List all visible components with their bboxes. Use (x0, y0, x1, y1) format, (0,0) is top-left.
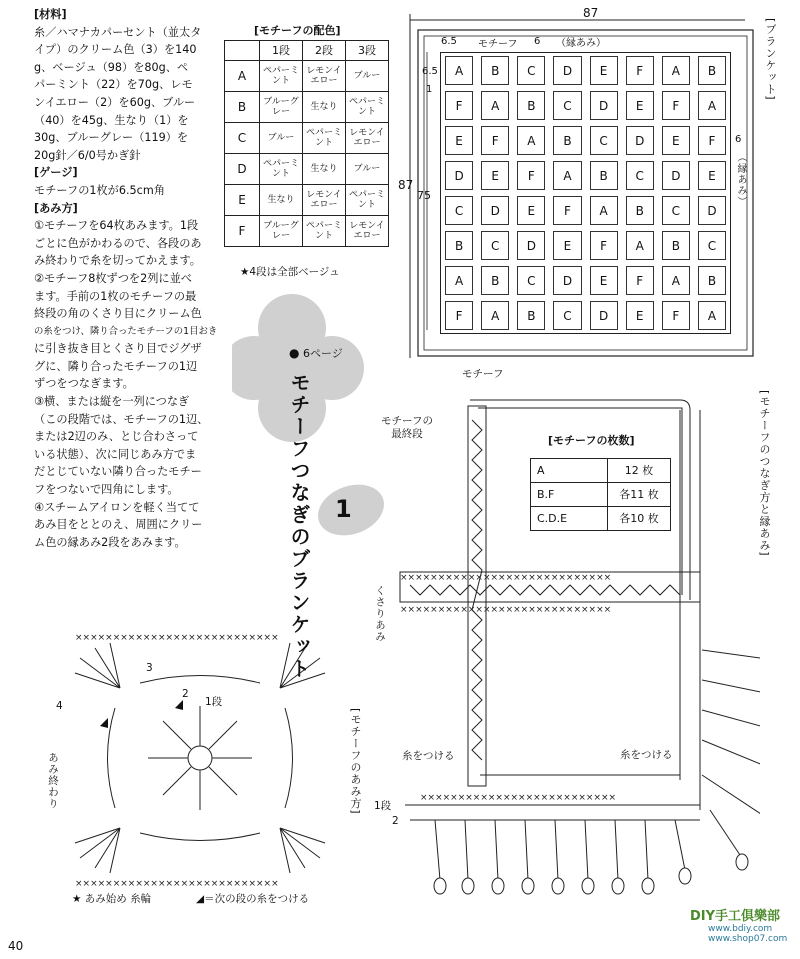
color-cell: ブルー (260, 123, 303, 154)
color-cell: レモンイエロー (303, 61, 346, 92)
grid-cell: B (662, 231, 690, 260)
grid-cell: B (445, 231, 473, 260)
grid-cell: C (590, 126, 618, 155)
grid-cell: D (553, 266, 581, 295)
method-line: あみ目をととのえ、周囲にクリー (34, 518, 203, 532)
end-of-knitting-label: あみ終わり (47, 752, 59, 810)
grid-cell: F (553, 196, 581, 225)
grid-cell: D (590, 91, 618, 120)
border-row-2: 2 (392, 815, 399, 827)
joining-motif-label: モチーフ (462, 368, 504, 380)
round-2-label: 2 (182, 688, 189, 700)
method-line: ます。手前の1枚のモチーフの最 (34, 289, 197, 303)
grid-cell: A (662, 266, 690, 295)
column-header: 2段 (303, 41, 346, 61)
edge-label: （縁あみ） (556, 38, 606, 49)
svg-text:××××××××××××××××××××××××××××: ×××××××××××××××××××××××××××× (400, 605, 612, 615)
left-1-label: 1 (426, 84, 433, 95)
method-line: ③横、または縦を一列につなぎ (34, 395, 190, 409)
left-65-label: 6.5 (422, 66, 438, 77)
grid-cell: D (517, 231, 545, 260)
color-cell: ペパーミント (346, 92, 389, 123)
column-header: 1段 (260, 41, 303, 61)
row-label: D (225, 154, 260, 185)
color-table-note: ★4段は全部ベージュ (240, 266, 340, 278)
watermark (690, 905, 800, 944)
grid-cell: F (590, 231, 618, 260)
method-line: だとじていない隣り合ったモチー (34, 465, 202, 479)
page-title: モチーフつなぎのブランケット (287, 372, 311, 680)
method-line: ごとに色がかわるので、各段のあ (34, 236, 202, 250)
width-87: 87 (583, 6, 599, 20)
page-reference (289, 345, 343, 361)
method-line: 終段の角のくさり目にクリーム色 (34, 307, 202, 321)
grid-cell: E (553, 231, 581, 260)
chain-label: くさりあみ (374, 585, 386, 643)
svg-text:×××××××××××××××××××××××××××: ××××××××××××××××××××××××××× (75, 633, 279, 643)
materials-section (34, 6, 224, 551)
color-cell: レモンイエロー (303, 185, 346, 216)
side-edge-label: （縁あみ） (735, 152, 746, 207)
color-cell: 生なり (303, 92, 346, 123)
attach-yarn-left: 糸をつける (402, 750, 455, 762)
attach-yarn-right: 糸をつける (620, 749, 673, 761)
motif-chart-label: [モチーフのあみ方] (349, 708, 362, 815)
grid-cell: B (698, 56, 726, 85)
grid-cell: A (445, 56, 473, 85)
count-key: B.F (531, 483, 608, 507)
round-1-label: 1段 (205, 696, 223, 708)
color-cell: ペパーミント (303, 123, 346, 154)
color-cell: 生なり (260, 185, 303, 216)
grid-cell: D (698, 196, 726, 225)
grid-cell: E (626, 301, 654, 330)
grid-cell: A (553, 161, 581, 190)
color-cell: ブルーグレー (260, 92, 303, 123)
color-cell: ペパーミント (303, 216, 346, 247)
grid-cell: E (517, 196, 545, 225)
row-label: E (225, 185, 260, 216)
grid-cell: D (626, 126, 654, 155)
grid-cell: B (481, 56, 509, 85)
color-cell: ペパーミント (260, 61, 303, 92)
materials-line: ンイエロー（2）を60g、ブルー (34, 95, 196, 109)
method-line: または2辺のみ、とじ合わさって (34, 430, 199, 444)
count-value: 12 枚 (608, 459, 671, 483)
grid-cell: F (481, 126, 509, 155)
grid-cell: C (626, 161, 654, 190)
grid-cell: C (553, 91, 581, 120)
grid-cell: C (481, 231, 509, 260)
motif-label: モチーフ (478, 39, 518, 50)
method-line: （この段階では、モチーフの1辺、 (34, 412, 209, 426)
grid-cell: F (517, 161, 545, 190)
border-row-1: 1段 (374, 800, 392, 812)
blanket-grid (440, 52, 731, 334)
color-table-title: [モチーフの配色] (254, 24, 341, 37)
grid-cell: A (698, 91, 726, 120)
grid-cell: D (662, 161, 690, 190)
color-cell: ブルー (346, 154, 389, 185)
count-value: 各10 枚 (608, 507, 671, 531)
color-cell: レモンイエロー (346, 216, 389, 247)
grid-cell: E (481, 161, 509, 190)
grid-cell: E (698, 161, 726, 190)
grid-cell: A (662, 56, 690, 85)
grid-cell: F (626, 56, 654, 85)
grid-cell: A (481, 91, 509, 120)
grid-cell: C (662, 196, 690, 225)
color-cell: レモンイエロー (346, 123, 389, 154)
materials-line: イプ）のクリーム色（3）を140 (34, 43, 197, 57)
grid-cell: E (445, 126, 473, 155)
motif-crochet-chart (60, 628, 350, 890)
materials-line: （40）を45g、生なり（1）を (34, 113, 189, 127)
materials-line: 30g、ブルーグレー（119）を (34, 131, 189, 145)
grid-cell: D (445, 161, 473, 190)
blanket-label: [ブランケット] (764, 18, 777, 101)
grid-cell: E (626, 91, 654, 120)
grid-cell: B (590, 161, 618, 190)
color-cell: ブルーグレー (260, 216, 303, 247)
method-line: の糸をつけ、隣り合ったモチーフの1目おき (34, 325, 218, 337)
count-table-title: [モチーフの枚数] (548, 434, 635, 447)
grid-cell: C (698, 231, 726, 260)
column-header: 3段 (346, 41, 389, 61)
color-cell: ペパーミント (260, 154, 303, 185)
svg-text:×××××××××××××××××××××××××××: ××××××××××××××××××××××××××× (75, 879, 279, 889)
gauge-text: モチーフの1枚が6.5cm角 (34, 183, 165, 197)
color-cell: 生なり (303, 154, 346, 185)
title-number: 1 (335, 495, 352, 523)
grid-cell: C (517, 56, 545, 85)
side-6-label: 6 (735, 134, 742, 145)
grid-cell: B (517, 91, 545, 120)
motif-size-label: 6.5 (441, 36, 457, 47)
height-87: 87 (398, 178, 414, 192)
joining-vertical-label: [モチーフのつなぎ方と縁あみ] (758, 390, 771, 557)
method-line: に引き抜き目とくさり目でジグザ (34, 342, 202, 356)
grid-cell: F (626, 266, 654, 295)
grid-cell: B (626, 196, 654, 225)
grid-cell: A (481, 301, 509, 330)
grid-cell: E (662, 126, 690, 155)
method-line: ②モチーフ8枚ずつを2列に並べ (34, 271, 192, 285)
method-line: いる状態）、次に同じあみ方でま (34, 447, 197, 461)
grid-cell: F (445, 301, 473, 330)
grid-cell: D (553, 56, 581, 85)
count-table (530, 458, 671, 531)
method-heading: [あみ方] (34, 201, 78, 215)
row-label: F (225, 216, 260, 247)
round-4-label: 4 (56, 700, 63, 712)
edge-6-label: 6 (534, 36, 541, 47)
grid-cell: A (445, 266, 473, 295)
count-key: C.D.E (531, 507, 608, 531)
count-value: 各11 枚 (608, 483, 671, 507)
grid-cell: B (517, 301, 545, 330)
color-cell: ブルー (346, 61, 389, 92)
materials-line: g、ベージュ（98）を80g、ペ (34, 60, 189, 74)
round-3-label: 3 (146, 662, 153, 674)
grid-cell: A (626, 231, 654, 260)
row-label: A (225, 61, 260, 92)
grid-cell: B (698, 266, 726, 295)
inner-height-75: 75 (417, 189, 431, 202)
grid-cell: F (698, 126, 726, 155)
method-line: グに、隣り合ったモチーフの1辺 (34, 359, 198, 373)
count-key: A (531, 459, 608, 483)
grid-cell: B (481, 266, 509, 295)
page-reference-text: 6ページ (302, 347, 343, 360)
page-number: 40 (8, 939, 24, 953)
method-line: ④スチームアイロンを軽く当てて (34, 500, 200, 514)
grid-cell: E (590, 56, 618, 85)
grid-cell: E (590, 266, 618, 295)
watermark-url: www.bdiy.com www.shop07.com (708, 924, 788, 944)
legend-start: ★ あみ始め 糸輪 (72, 893, 152, 905)
svg-text:××××××××××××××××××××××××××: ×××××××××××××××××××××××××× (420, 793, 617, 803)
corner-cell (225, 41, 260, 61)
motif-last-row-label: モチーフの最終段 (381, 415, 433, 440)
method-line: ム色の縁あみ2段をあみます。 (34, 535, 186, 549)
grid-cell: C (445, 196, 473, 225)
watermark-title: DIY手工俱樂部 (690, 909, 781, 924)
grid-cell: C (553, 301, 581, 330)
method-line: フをつないで四角にします。 (34, 483, 179, 497)
grid-cell: A (517, 126, 545, 155)
materials-heading: [材料] (34, 8, 67, 21)
materials-line: パーミント（22）を70g、レモ (34, 78, 193, 92)
svg-text:××××××××××××××××××××××××××××: ×××××××××××××××××××××××××××× (400, 573, 612, 583)
grid-cell: A (590, 196, 618, 225)
grid-cell: C (517, 266, 545, 295)
grid-cell: D (590, 301, 618, 330)
row-label: B (225, 92, 260, 123)
grid-cell: D (481, 196, 509, 225)
grid-cell: B (553, 126, 581, 155)
grid-cell: F (662, 301, 690, 330)
method-line: ①モチーフを64枚あみます。1段 (34, 219, 199, 233)
grid-cell: A (698, 301, 726, 330)
legend-next-round: ◢＝次の段の糸をつける (196, 893, 310, 905)
method-line: ずつをつなぎます。 (34, 377, 134, 391)
color-table (224, 40, 389, 247)
method-line: み終わりで糸を切ってかえます。 (34, 254, 201, 268)
grid-cell: F (662, 91, 690, 120)
row-label: C (225, 123, 260, 154)
bullet-icon: ● (289, 346, 300, 360)
color-cell: ペパーミント (346, 185, 389, 216)
materials-line: 20g針／6/0号かぎ針 (34, 148, 141, 162)
materials-line: 糸／ハマナカパーセント（並太タ (34, 25, 202, 39)
grid-cell: F (445, 91, 473, 120)
gauge-heading: [ゲージ] (34, 166, 78, 180)
